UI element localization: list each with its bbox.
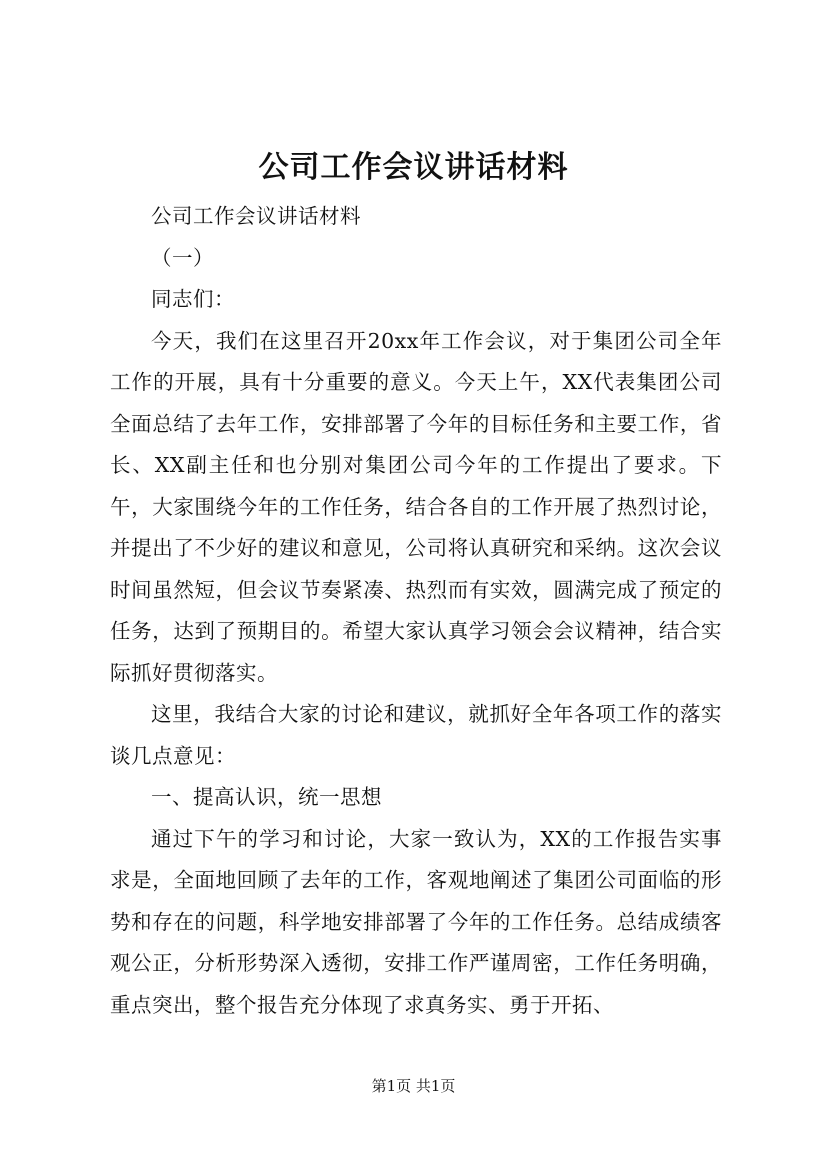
page-footer: 第1页 共1页: [371, 1077, 456, 1095]
body-paragraph: 今天，我们在这里召开20xx年工作会议，对于集团公司全年工作的开展，具有十分重要的意义。今天上午，XX代表集团公司全面总结了去年工作，安排部署了今年的目标任务和主要工作，省长、XX副主任和也分别对集团公司今年的工作提出了要求。下午，大家围绕今年的工作任务，结合各自的工作开展了热烈讨论，并提出了不少好的建议和意见，公司将认真研究和采纳。这次会议时间虽然短，但会议节奏紧凑、热烈而有实效，圆满完成了预定的任务，达到了预期目的。希望大家认真学习领会会议精神，结合实际抓好贯彻落实。: [110, 328, 722, 685]
body-paragraph: 通过下午的学习和讨论，大家一致认为，XX的工作报告实事求是，全面地回顾了去年的工作，客观地阐述了集团公司面临的形势和存在的问题，科学地安排部署了今年的工作任务。总结成绩客观公正，分析形势深入透彻，安排工作严谨周密，工作任务明确，重点突出，整个报告充分体现了求真务实、勇于开拓、: [110, 826, 722, 1017]
subtitle-paragraph: 公司工作会议讲话材料: [151, 204, 361, 228]
salutation-paragraph: 同志们：: [151, 287, 235, 311]
document-body: [110, 196, 722, 1026]
document-title: 公司工作会议讲话材料: [258, 150, 569, 185]
section-heading-paragraph: 一、提高认识，统一思想: [151, 785, 382, 809]
section-number-paragraph: （一）: [151, 245, 214, 270]
body-paragraph: 这里，我结合大家的讨论和建议，就抓好全年各项工作的落实谈几点意见：: [110, 702, 722, 768]
